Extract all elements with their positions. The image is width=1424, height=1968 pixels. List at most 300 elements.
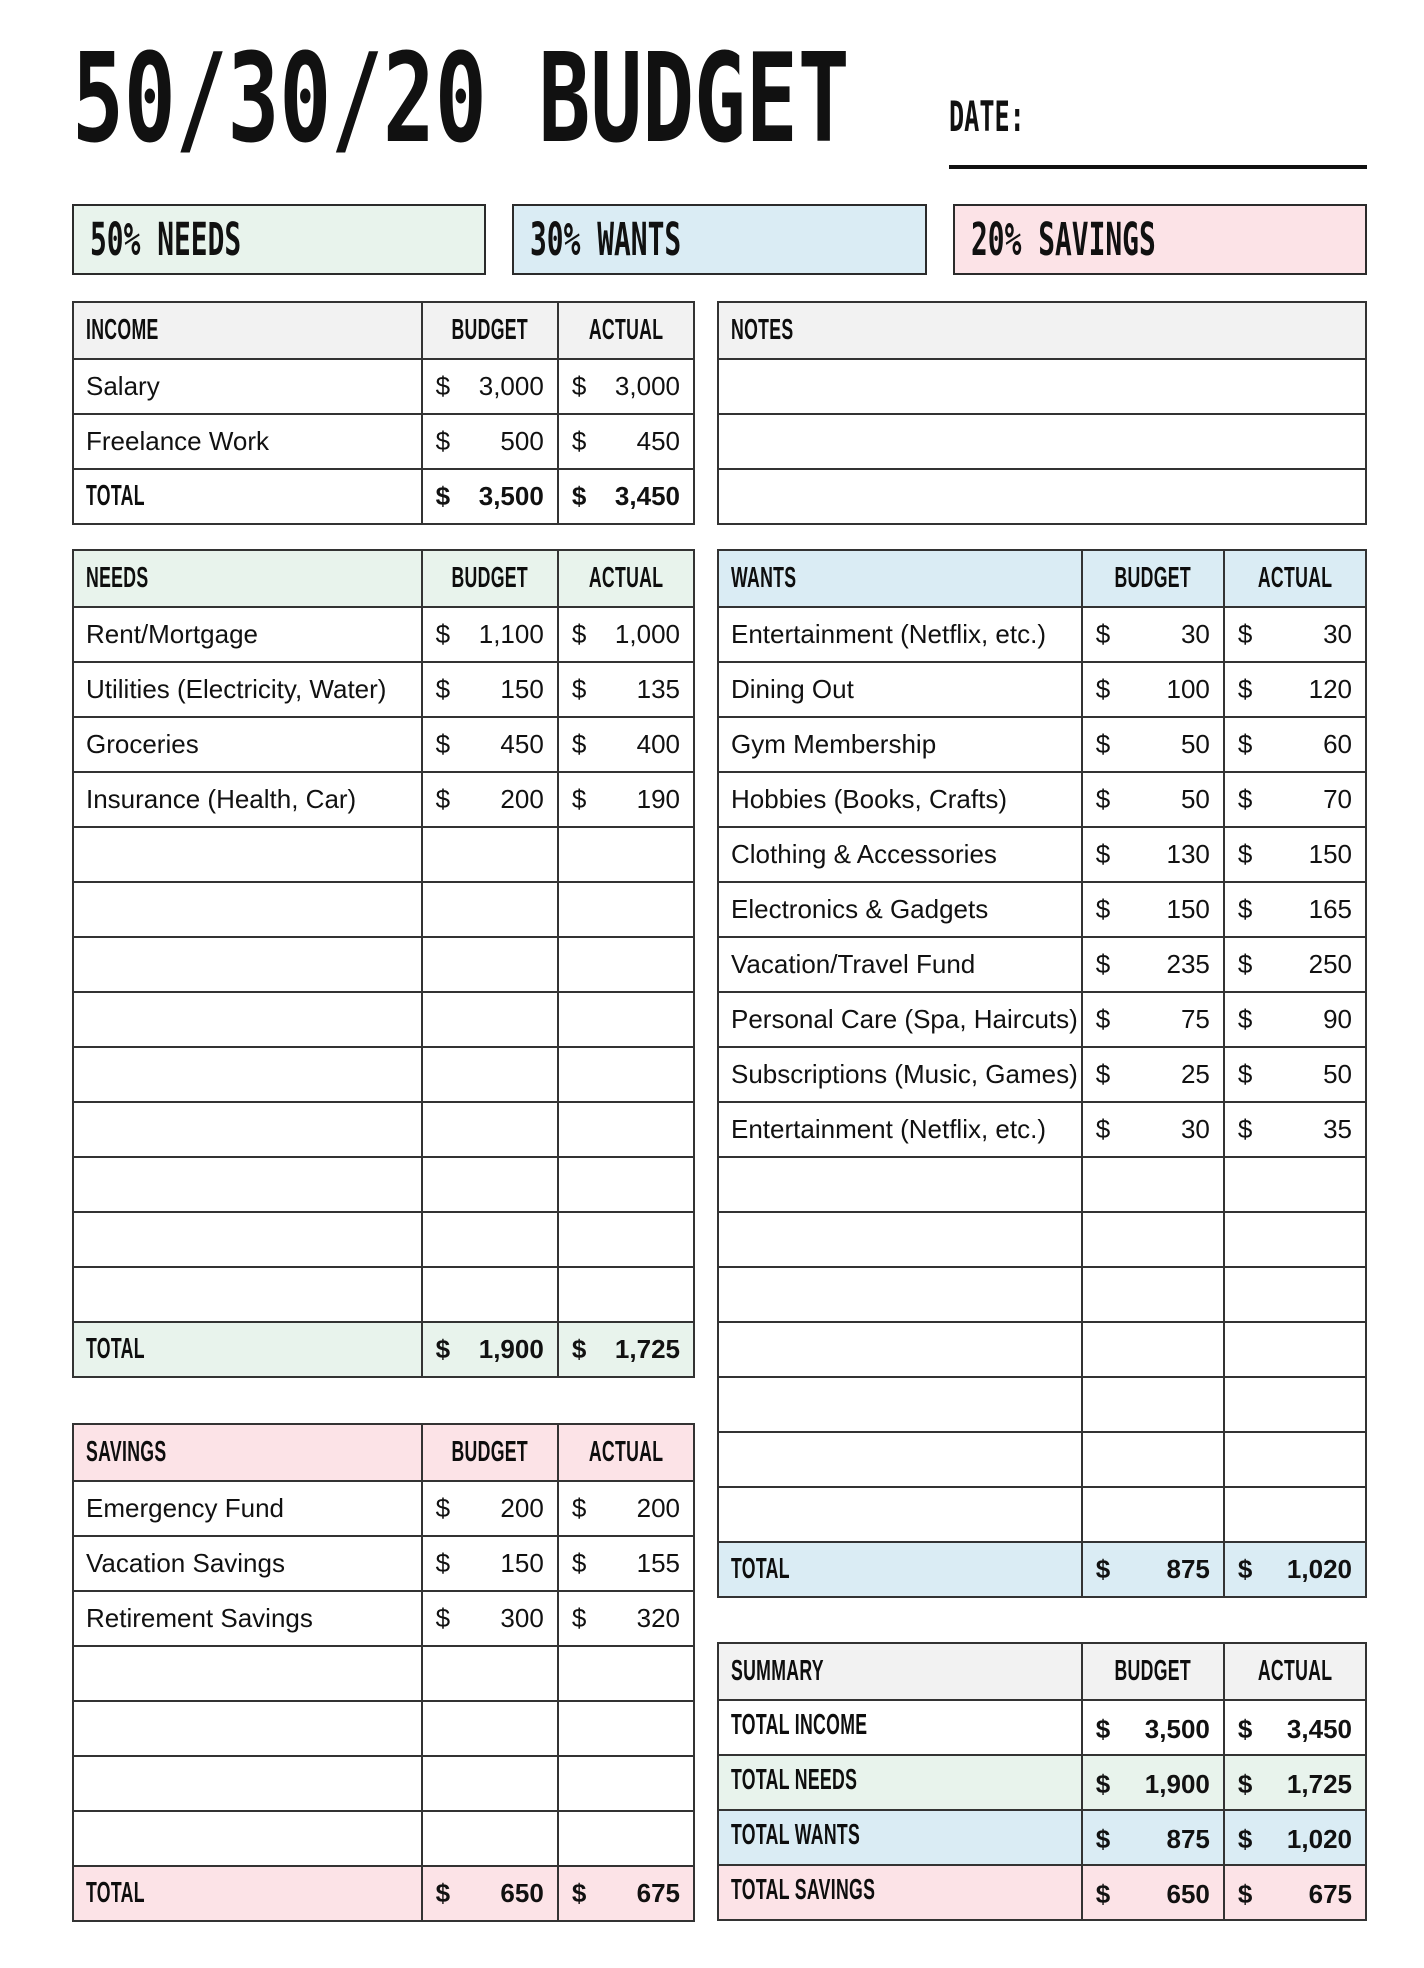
savings-header-cell [74,1425,421,1480]
budget-value-cell [421,1867,557,1920]
empty-row [74,1266,693,1321]
currency-symbol: $ [1237,1824,1253,1854]
budget-value-cell [421,608,557,661]
actual-header-label: ACTUAL [588,562,664,594]
row-label-cell [719,1433,1081,1486]
actual-value: 120 [1308,674,1352,704]
budget-value: 875 [1166,1824,1210,1854]
actual-value-cell [1223,663,1365,716]
budget-value-cell [421,1537,557,1590]
budget-value: 100 [1166,674,1210,704]
currency-symbol: $ [571,619,587,649]
budget-value: 30 [1180,619,1210,649]
data-row [719,826,1365,881]
row-label: Clothing & Accessories [731,839,997,869]
actual-value: 35 [1323,1114,1352,1144]
row-label: TOTAL [86,480,145,512]
actual-value-cell [1223,938,1365,991]
income-header-label: INCOME [86,314,159,346]
currency-symbol: $ [1237,1769,1253,1799]
data-row [719,936,1365,991]
budget-value: 235 [1166,949,1210,979]
row-label-cell [719,1103,1081,1156]
actual-value-cell [1223,1268,1365,1321]
actual-value-cell [557,773,693,826]
page-title-text: 50/30/20 BUDGET [72,27,850,171]
currency-symbol: $ [1237,1004,1253,1034]
budget-value-cell [421,773,557,826]
row-label-cell [74,1213,421,1266]
data-row [74,413,693,468]
actual-value-cell [557,1048,693,1101]
currency-symbol: $ [435,674,451,704]
row-label-cell [74,470,421,523]
budget-value-cell [1081,1048,1223,1101]
row-label-cell [74,993,421,1046]
currency-symbol: $ [1095,784,1111,814]
budget-value-cell [421,1592,557,1645]
currency-symbol: $ [1095,729,1111,759]
actual-value-cell [557,608,693,661]
row-label: Entertainment (Netflix, etc.) [731,1114,1046,1144]
budget-value-cell [421,718,557,771]
budget-value: 50 [1180,784,1210,814]
row-label: Emergency Fund [86,1493,284,1523]
budget-value-cell [1081,1756,1223,1809]
row-label: TOTAL WANTS [731,1819,861,1851]
summary-rows [719,1699,1365,1919]
actual-value-cell [557,663,693,716]
row-label-cell [74,360,421,413]
budget-value-cell [421,938,557,991]
budget-value-cell [1081,883,1223,936]
budget-value-cell [1081,1213,1223,1266]
wants-header-cell [719,551,1081,606]
actual-value-cell [557,360,693,413]
actual-value-cell [1223,1701,1365,1754]
row-label-cell [74,828,421,881]
row-label: Rent/Mortgage [86,619,258,649]
budget-value-cell [1081,938,1223,991]
actual-header-label: ACTUAL [1257,1655,1333,1687]
currency-symbol: $ [571,1548,587,1578]
actual-value: 1,725 [1286,1769,1352,1799]
actual-value-cell [557,938,693,991]
actual-value-cell [1223,1488,1365,1541]
currency-symbol: $ [1237,894,1253,924]
data-row [719,991,1365,1046]
actual-value-cell [557,828,693,881]
budget-value-cell [421,993,557,1046]
budget-value-cell [1081,1158,1223,1211]
row-label: TOTAL [86,1877,145,1909]
row-label-cell [74,1158,421,1211]
budget-value: 150 [1166,894,1210,924]
row-label: Salary [86,371,160,401]
total-row [719,1541,1365,1596]
row-label: TOTAL NEEDS [731,1764,858,1796]
budget-value-cell [1081,1323,1223,1376]
actual-value-cell [1223,1811,1365,1864]
currency-symbol: $ [435,1878,451,1908]
income-budget-header-cell [421,303,557,358]
content-columns [72,301,1367,1922]
budget-header-label: BUDGET [1114,562,1192,594]
data-row [719,716,1365,771]
actual-value-cell [1223,828,1365,881]
currency-symbol: $ [1095,949,1111,979]
actual-value-cell [1223,608,1365,661]
row-label-cell [719,1048,1081,1101]
currency-symbol: $ [435,1493,451,1523]
row-label-cell [74,1048,421,1101]
empty-row [719,1211,1365,1266]
budget-value-cell [1081,1543,1223,1596]
actual-value-cell [557,1702,693,1755]
row-label-cell [719,1488,1081,1541]
actual-value: 1,000 [614,619,680,649]
actual-value-cell [1223,1213,1365,1266]
needs-actual-header-cell [557,551,693,606]
row-label: TOTAL [86,1333,145,1365]
budget-value: 500 [500,426,544,456]
actual-value-cell [557,1867,693,1920]
budget-value-cell [421,415,557,468]
empty-row [74,1700,693,1755]
row-label-cell [74,415,421,468]
currency-symbol: $ [435,729,451,759]
actual-value-cell [1223,718,1365,771]
budget-header-label: BUDGET [451,562,528,594]
currency-symbol: $ [1237,839,1253,869]
budget-value-cell [1081,828,1223,881]
row-label-cell [719,1158,1081,1211]
row-label-cell [74,1268,421,1321]
needs-banner-label: 50% NEEDS [90,213,242,266]
empty-row [74,936,693,991]
actual-value-cell [557,993,693,1046]
savings-header-label: SAVINGS [86,1436,167,1468]
currency-symbol: $ [571,1493,587,1523]
notes-table [717,301,1367,525]
notes-cell [719,360,1365,413]
currency-symbol: $ [1095,1004,1111,1034]
actual-value-cell [1223,1103,1365,1156]
budget-value-cell [1081,663,1223,716]
row-label-cell [74,1757,421,1810]
currency-symbol: $ [435,481,451,511]
budget-value: 130 [1166,839,1210,869]
savings-budget-header-cell [421,1425,557,1480]
empty-row [719,358,1365,413]
category-banner-row [72,204,1367,275]
empty-row [719,1321,1365,1376]
total-row [74,1321,693,1376]
row-label-cell [719,663,1081,716]
row-label: Freelance Work [86,426,270,456]
actual-value-cell [557,1647,693,1700]
budget-value: 3,500 [1144,1714,1210,1744]
currency-symbol: $ [1095,1714,1111,1744]
needs-banner [72,204,486,275]
currency-symbol: $ [1095,1554,1111,1584]
currency-symbol: $ [435,1334,451,1364]
row-label-cell [74,773,421,826]
budget-value-cell [1081,1701,1223,1754]
actual-value: 320 [636,1603,680,1633]
data-row [719,606,1365,661]
currency-symbol: $ [435,371,451,401]
actual-value: 200 [636,1493,680,1523]
budget-value-cell [421,883,557,936]
actual-value-cell [1223,1323,1365,1376]
row-label-cell [74,883,421,936]
actual-value: 155 [636,1548,680,1578]
data-row [74,661,693,716]
income-actual-header-cell [557,303,693,358]
actual-value-cell [557,883,693,936]
budget-value-cell [1081,608,1223,661]
actual-value: 190 [636,784,680,814]
row-label: Groceries [86,729,199,759]
budget-value-cell [1081,773,1223,826]
wants-header-label: WANTS [731,562,797,594]
needs-rows [74,606,693,1376]
row-label: TOTAL [731,1553,790,1585]
budget-value-cell [1081,1811,1223,1864]
actual-value-cell [1223,1048,1365,1101]
currency-symbol: $ [1095,619,1111,649]
currency-symbol: $ [1095,839,1111,869]
currency-symbol: $ [1095,894,1111,924]
budget-value-cell [1081,1103,1223,1156]
budget-value: 3,000 [478,371,544,401]
currency-symbol: $ [435,426,451,456]
data-row [719,661,1365,716]
budget-value: 650 [500,1878,544,1908]
actual-value: 3,450 [614,481,680,511]
savings-rows [74,1480,693,1920]
empty-row [719,1266,1365,1321]
row-label: Vacation/Travel Fund [731,949,976,979]
income-header-cell [74,303,421,358]
data-row [74,1480,693,1535]
row-label-cell [719,1701,1081,1754]
actual-value: 165 [1308,894,1352,924]
actual-value: 400 [636,729,680,759]
left-column [72,301,695,1922]
notes-rows [719,358,1365,523]
row-label-cell [719,1543,1081,1596]
income-header-row [74,303,693,358]
actual-value: 50 [1323,1059,1352,1089]
currency-symbol: $ [1237,1714,1253,1744]
needs-header-label: NEEDS [86,562,149,594]
empty-row [719,1376,1365,1431]
actual-value-cell [557,1268,693,1321]
currency-symbol: $ [435,1548,451,1578]
budget-value: 50 [1180,729,1210,759]
row-label: Hobbies (Books, Crafts) [731,784,1007,814]
actual-value-cell [1223,1433,1365,1486]
currency-symbol: $ [571,481,587,511]
budget-value: 1,900 [1144,1769,1210,1799]
savings-banner-label: 20% SAVINGS [970,213,1156,266]
empty-row [74,1755,693,1810]
actual-value: 135 [636,674,680,704]
wants-header-row [719,551,1365,606]
row-label-cell [719,608,1081,661]
budget-value: 1,900 [478,1334,544,1364]
data-row [74,606,693,661]
row-label: Utilities (Electricity, Water) [86,674,387,704]
data-row [719,771,1365,826]
row-label-cell [74,1537,421,1590]
income-table [72,301,695,525]
row-label-cell [719,1866,1081,1919]
row-label-cell [74,608,421,661]
budget-value: 450 [500,729,544,759]
budget-value: 650 [1166,1879,1210,1909]
budget-value-cell [421,1757,557,1810]
empty-row [74,1810,693,1865]
currency-symbol: $ [571,1878,587,1908]
row-label-cell [719,883,1081,936]
data-row [719,1699,1365,1754]
actual-value: 450 [636,426,680,456]
budget-value-cell [421,1103,557,1156]
currency-symbol: $ [1095,674,1111,704]
empty-row [719,1156,1365,1211]
currency-symbol: $ [1095,1114,1111,1144]
actual-header-label: ACTUAL [588,314,664,346]
summary-budget-header-cell [1081,1644,1223,1699]
budget-value-cell [421,1812,557,1865]
actual-value-cell [1223,1378,1365,1431]
empty-row [719,413,1365,468]
budget-value: 1,100 [478,619,544,649]
needs-table [72,549,695,1378]
empty-row [74,1645,693,1700]
budget-value-cell [421,1158,557,1211]
actual-value-cell [557,1103,693,1156]
actual-value-cell [1223,883,1365,936]
currency-symbol: $ [1237,1879,1253,1909]
actual-value-cell [1223,993,1365,1046]
budget-value-cell [1081,993,1223,1046]
income-rows [74,358,693,523]
row-label-cell [719,1213,1081,1266]
actual-value: 675 [636,1878,680,1908]
actual-value-cell [557,1812,693,1865]
currency-symbol: $ [1237,1114,1253,1144]
row-label-cell [74,1482,421,1535]
row-label-cell [719,1323,1081,1376]
currency-symbol: $ [571,1603,587,1633]
actual-value: 250 [1308,949,1352,979]
budget-value: 75 [1180,1004,1210,1034]
data-row [719,1809,1365,1864]
budget-value-cell [421,1048,557,1101]
empty-row [74,991,693,1046]
row-label-cell [719,1378,1081,1431]
row-label: TOTAL SAVINGS [731,1874,876,1906]
actual-value-cell [557,1482,693,1535]
currency-symbol: $ [1237,1554,1253,1584]
wants-banner [512,204,926,275]
row-label-cell [719,773,1081,826]
budget-value-cell [421,1268,557,1321]
budget-value: 200 [500,1493,544,1523]
row-label-cell [719,993,1081,1046]
budget-value-cell [421,1213,557,1266]
budget-value: 25 [1180,1059,1210,1089]
row-label-cell [719,1811,1081,1864]
actual-value-cell [557,1323,693,1376]
data-row [74,358,693,413]
actual-value-cell [557,1213,693,1266]
row-label: Gym Membership [731,729,937,759]
actual-value: 3,000 [614,371,680,401]
row-label-cell [719,1756,1081,1809]
budget-header-label: BUDGET [1114,1655,1192,1687]
total-row [74,1865,693,1920]
notes-header-row [719,303,1365,358]
row-label-cell [74,1103,421,1156]
budget-value-cell [421,828,557,881]
budget-value: 200 [500,784,544,814]
budget-value-cell [1081,718,1223,771]
needs-header-cell [74,551,421,606]
budget-value-cell [1081,1488,1223,1541]
total-row [74,468,693,523]
actual-value-cell [557,718,693,771]
currency-symbol: $ [571,426,587,456]
budget-header-label: BUDGET [451,314,528,346]
actual-value: 150 [1308,839,1352,869]
actual-header-label: ACTUAL [588,1436,664,1468]
budget-value-cell [421,470,557,523]
data-row [719,1754,1365,1809]
currency-symbol: $ [571,1334,587,1364]
wants-table [717,549,1367,1598]
wants-budget-header-cell [1081,551,1223,606]
right-column [717,301,1367,1922]
empty-row [719,1486,1365,1541]
budget-value-cell [1081,1268,1223,1321]
row-label: Subscriptions (Music, Games) [731,1059,1078,1089]
data-row [74,1535,693,1590]
row-label: Vacation Savings [86,1548,285,1578]
actual-value-cell [557,470,693,523]
row-label-cell [74,1867,421,1920]
currency-symbol: $ [435,619,451,649]
actual-value-cell [557,1592,693,1645]
budget-value-cell [421,360,557,413]
currency-symbol: $ [1095,1824,1111,1854]
actual-value-cell [557,1537,693,1590]
empty-row [74,1156,693,1211]
row-label: Retirement Savings [86,1603,313,1633]
row-label-cell [74,1592,421,1645]
budget-value-cell [421,1647,557,1700]
empty-row [719,468,1365,523]
empty-row [74,826,693,881]
row-label: TOTAL INCOME [731,1709,868,1741]
row-label-cell [74,1812,421,1865]
budget-value-cell [421,1323,557,1376]
actual-value-cell [1223,1543,1365,1596]
